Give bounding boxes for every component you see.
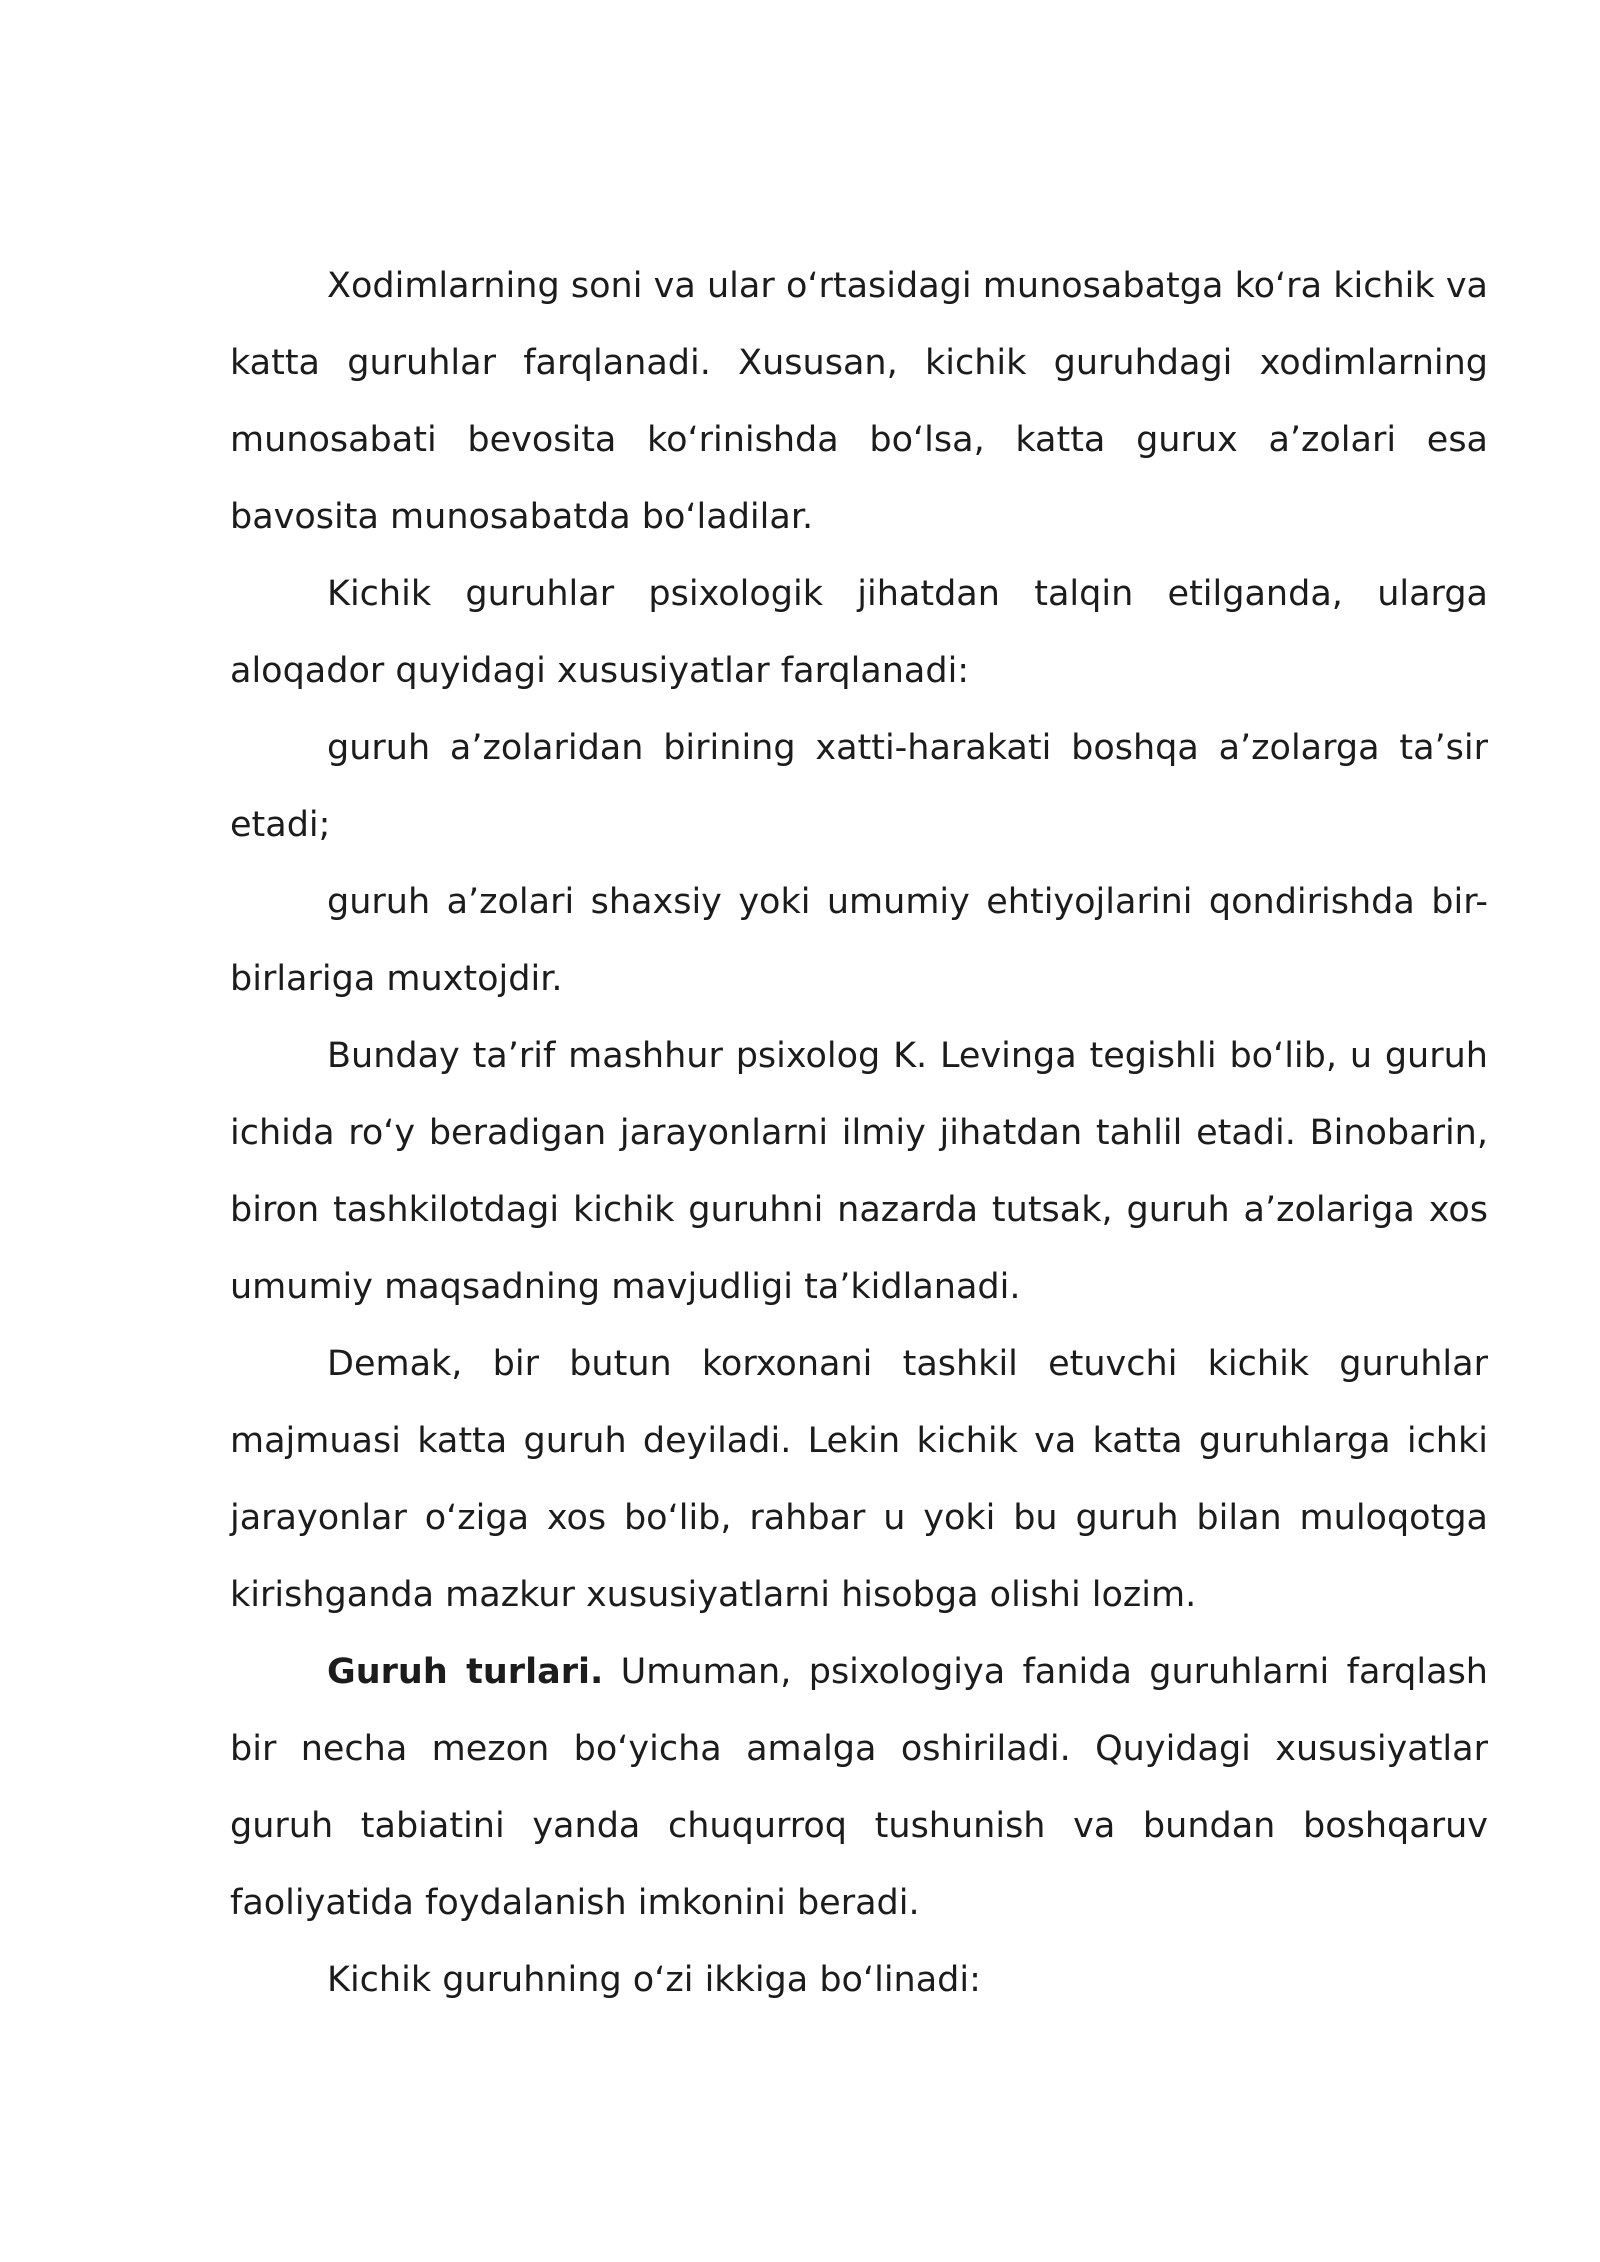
section-heading-guruh-turlari: Guruh turlari. — [327, 1652, 604, 1692]
paragraph-xatti-harakat: guruh a’zolaridan birining xatti-harakati boshqa a’zolarga ta’sir etadi; — [230, 728, 1488, 845]
paragraph-kichik-guruhlar: Kichik guruhlar psixologik jihatdan talqin etilganda, ularga aloqador quyidagi xususiyatlar farqlanadi: — [230, 574, 1488, 691]
paragraph-guruhlar-farqi: Xodimlarning soni va ular o‘rtasidagi munosabatga ko‘ra kichik va katta guruhlar farqlanadi. Xususan, kichik guruhdagi xodimlarning munosabati bevosita ko‘rinishda bo‘lsa, katta gurux a’zolari esa bavosita munosabatda bo‘ladilar. — [230, 266, 1488, 537]
paragraph-levin-tarifi: Bunday ta’rif mashhur psixolog K. Levinga tegishli bo‘lib, u guruh ichida ro‘y beradigan jarayonlarni ilmiy jihatdan tahlil etadi. Binobarin, biron tashkilotdagi kichik guruhni nazarda tutsak, guruh a’zolariga xos umumiy maqsadning mavjudligi ta’kidlanadi. — [230, 1036, 1488, 1307]
paragraph-ehtiyojlar: guruh a’zolari shaxsiy yoki umumiy ehtiyojlarini qondirishda bir-birlariga muxtojdir. — [230, 882, 1488, 999]
paragraph-ikkiga-bolinadi: Kichik guruhning o‘zi ikkiga bo‘linadi: — [327, 1960, 981, 2000]
paragraph-guruh-turlari — [230, 1634, 1488, 1942]
paragraph-katta-guruh: Demak, bir butun korxonani tashkil etuvchi kichik guruhlar majmuasi katta guruh deyiladi. Lekin kichik va katta guruhlarga ichki jarayonlar o‘ziga xos bo‘lib, rahbar u yoki bu guruh bilan muloqotga kirishganda mazkur xususiyatlarni hisobga olishi lozim. — [230, 1344, 1488, 1615]
document-body — [230, 248, 1488, 2019]
paragraph-guruh-turlari-body: Umuman, psixologiya fanida guruhlarni farqlash bir necha mezon bo‘yicha amalga oshiriladi. Quyidagi xususiyatlar guruh tabiatini yanda chuqurroq tushunish va bundan boshqaruv faoliyatida foydalanish imkonini beradi. — [230, 1652, 1488, 1923]
